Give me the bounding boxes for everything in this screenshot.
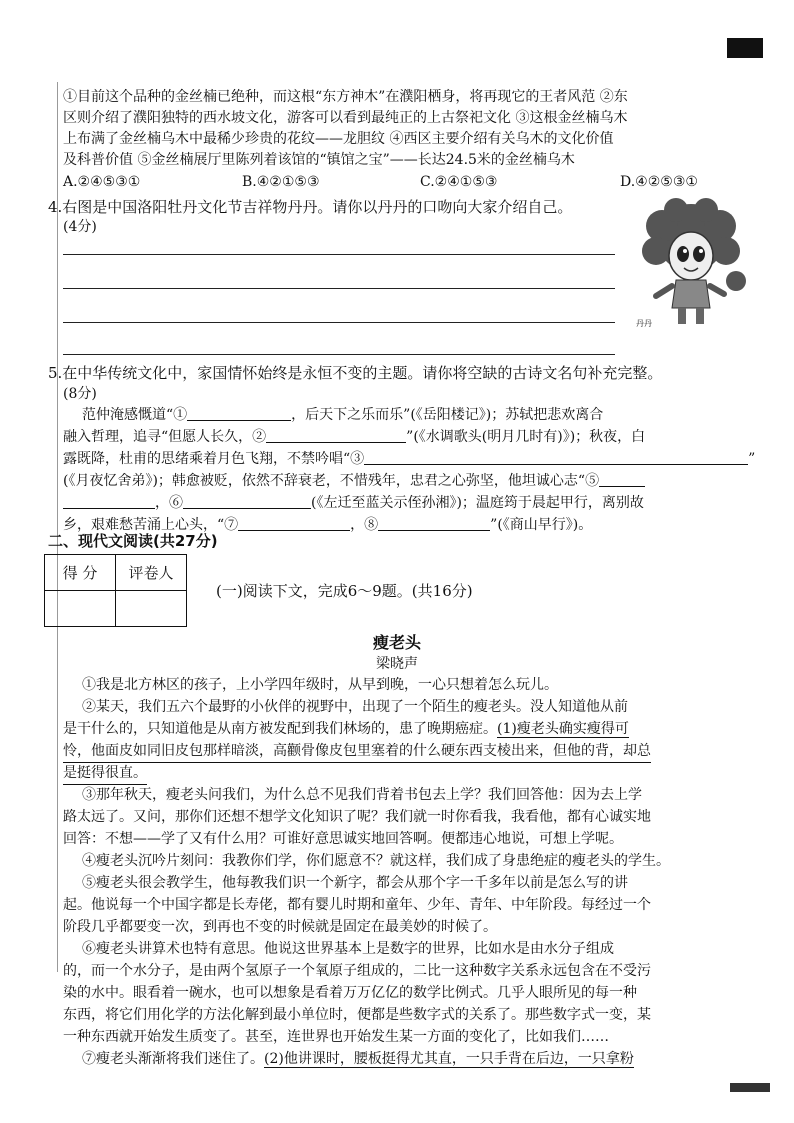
passage-p4: ④瘦老头沉吟片刻问：我教你们学，你们愿意不？就这样，我们成了身患绝症的瘦老头的学生。 [82,853,670,869]
poem-blank-5-cont[interactable] [63,494,155,509]
passage-author: 梁晓声 [376,656,418,672]
underlined-sentence-1: (1)瘦老头确实瘦得可 [497,721,629,737]
passage-p3-line-2: 路太远了。又问，那你们还想不想学文化知识了呢？我们就一时你看我，我看他，都有心诚实地 [63,809,651,825]
poem-blank-7[interactable] [238,516,350,531]
passage-p2-line-1: ②某天，我们五六个最野的小伙伴的视野中，出现了一个陌生的瘦老头。没人知道他从前 [82,699,628,715]
poem-blank-1[interactable] [187,406,291,421]
passage-p5-line-3: 阶段几乎都要变一次，到再也不变的时候就是固定在最美妙的时候了。 [63,919,497,935]
q5-line-4 [63,470,645,492]
q4-answer-line-3[interactable] [63,322,615,323]
passage-p2-line-4: 是挺得很直。 [63,762,147,785]
q4-answer-line-4[interactable] [63,354,615,355]
poem-blank-5[interactable] [599,472,645,487]
poem-blank-6[interactable] [183,494,311,509]
q3-line-3: 上布满了金丝楠乌木中最稀少珍贵的花纹——龙胆纹 ④西区主要介绍有关乌木的文化价值 [63,131,614,147]
q3-option-d[interactable]: D.④②⑤③① [620,174,698,190]
q3-option-b[interactable]: B.④②①⑤③ [242,174,320,190]
q5-text-4a: (《月夜忆舍弟》)；韩愈被贬，依然不辞衰老，不惜残年，忠君之心弥坚，他坦诚心志“⑤ [63,473,600,489]
page-footer-mark [730,1083,770,1092]
poem-blank-8[interactable] [378,516,490,531]
mascot-caption: 丹丹 [636,319,652,328]
q3-option-a[interactable]: A.②④⑤③① [63,174,141,190]
passage-p6-line-4: 东西，将它们用化学的方法化解到最小单位时，便都是些数字式的关系了。那些数字式一变，某 [63,1007,651,1023]
score-header-grader: 评卷人 [116,555,187,591]
passage-p6-line-1: ⑥瘦老头讲算术也特有意思。他说这世界基本上是数字的世界，比如水是由水分子组成 [82,941,614,957]
section-title: 二、现代文阅读(共27分) [48,532,218,550]
q5-text-2a: 融入哲理，追寻“但愿人长久，② [63,429,267,445]
q5-text-5a: ，⑥ [155,495,183,511]
q5-text-2b: ”(《水调歌头(明月几时有)》)；秋夜，白 [406,429,646,445]
q5-text-3: 露既降，杜甫的思绪乘着月色飞翔，不禁吟唱“③ [63,451,365,467]
q3-line-4: 及科普价值 ⑤金丝楠展厅里陈列着该馆的“镇馆之宝”——长达24.5米的金丝楠乌木 [63,152,575,168]
poem-blank-2[interactable] [266,428,406,443]
q5-text-6b: ，⑧ [350,517,379,533]
passage-p5-line-1: ⑤瘦老头很会教学生，他每教我们识一个新字，都会从那个字一千多年以前是怎么写的讲 [82,875,628,891]
grader-cell[interactable] [116,591,187,627]
passage-p2-line-3: 怜，他面皮如同旧皮包那样暗淡，高颧骨像皮包里塞着的什么硬东西支棱出来，但他的背，却总 [63,740,651,763]
score-cell[interactable] [45,591,116,627]
passage-p5-line-2: 起。他说每一个中国字都是长寿佬，都有婴儿时期和童年、少年、青年、中年阶段。每经过一个 [63,897,651,913]
q5-text-6a: 乡，艰难愁苦涌上心头，“⑦ [63,517,239,533]
q5-line-3 [63,448,755,470]
q3-line-2: 区则介绍了濮阳独特的西水坡文化，游客可以看到最纯正的上古祭祀文化 ③这根金丝楠乌木 [63,110,628,126]
q5-prompt: 5.在中华传统文化中，家国情怀始终是永恒不变的主题。请你将空缺的古诗文名句补充完整。 [48,364,663,382]
passage-p3-line-3: 回答：不想——学了又有什么用？可谁好意思诚实地回答啊。便都违心地说，可想上学呢。 [63,831,623,847]
q5-line-2 [63,426,645,448]
passage-p3-line-1: ③那年秋天，瘦老头问我们，为什么总不见我们背着书包去上学？我们回答他：因为去上学 [82,787,642,803]
passage-p2-line-2 [63,718,629,740]
passage-p6-line-2: 的，而一个水分子，是由两个氢原子一个氧原子组成的，二比一这种数字关系永远包含在不受污 [63,963,651,979]
passage-p1: ①我是北方林区的孩子，上小学四年级时，从早到晚，一心只想着怎么玩儿。 [82,677,558,693]
peony-mascot-image [626,196,756,336]
q5-text-1a: 范仲淹感慨道“① [82,407,188,423]
q5-score: (8分) [63,386,97,402]
q5-text-3-end: ” [748,451,756,467]
passage-title: 瘦老头 [372,633,421,652]
underlined-sentence-2: (2)他讲课时，腰板挺得尤其直，一只手背在后边，一只拿粉 [264,1051,634,1067]
q4-answer-line-2[interactable] [63,288,615,289]
q4-prompt: 4.右图是中国洛阳牡丹文化节吉祥物丹丹。请你以丹丹的口吻向大家介绍自己。 [48,198,573,216]
corner-mark [727,38,763,58]
poem-blank-3[interactable] [364,450,748,465]
passage-p6-line-3: 染的水中。眼看着一碗水，也可以想象是看着万万亿亿的数学比例式。几乎人眼所见的每一种 [63,985,637,1001]
q5-line-5 [63,492,644,514]
score-table [44,554,187,627]
q3-option-c[interactable]: C.②④①⑤③ [420,174,498,190]
passage-p6-line-5: 一种东西就开始发生质变了。甚至，连世界也开始发生某一方面的变化了，比如我们…… [63,1029,609,1045]
passage-p7-line-1 [82,1048,634,1070]
q5-line-1 [82,404,603,426]
passage-p7-plain: ⑦瘦老头渐渐将我们迷住了。 [82,1051,264,1067]
q5-text-1b: ，后天下之乐而乐”(《岳阳楼记》)；苏轼把悲欢离合 [291,407,604,423]
q5-text-5b: (《左迁至蓝关示侄孙湘》)；温庭筠于晨起甲行，离别故 [311,495,644,511]
q3-line-1: ①目前这个品种的金丝楠已绝种，而这根“东方神木”在濮阳栖身，将再现它的王者风范 ②东 [63,89,628,105]
q5-text-6c: ”(《商山早行》)。 [490,517,593,533]
passage-p2-plain: 是干什么的，只知道他是从南方被发配到我们林场的，患了晚期癌症。 [63,721,497,737]
reading-intro: (一)阅读下文，完成6～9题。(共16分) [216,582,473,600]
q4-score: (4分) [63,219,97,235]
score-header-defen: 得 分 [45,555,116,591]
q4-answer-line-1[interactable] [63,254,615,255]
